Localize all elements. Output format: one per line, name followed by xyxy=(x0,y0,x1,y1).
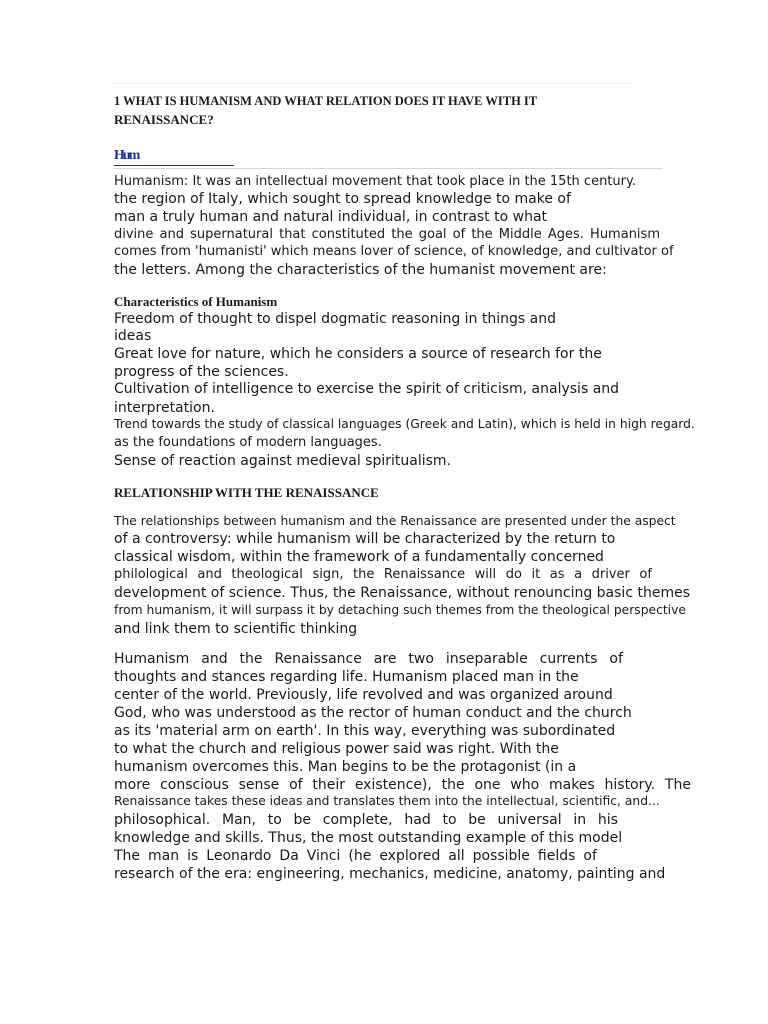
word: of xyxy=(609,651,623,667)
word: Da xyxy=(279,848,299,864)
word: to xyxy=(442,812,457,828)
word: be xyxy=(293,812,312,828)
word: philosophical. xyxy=(114,812,211,828)
word: the xyxy=(353,567,375,582)
word: currents xyxy=(539,651,598,667)
word: the xyxy=(441,777,465,793)
word: sign, xyxy=(312,567,344,582)
para3-line: to what the church and religious power said was right. With the xyxy=(114,741,559,757)
characteristics-line: as the foundations of modern languages. xyxy=(114,435,382,450)
characteristics-line: Freedom of thought to dispel dogmatic reasoning in things and xyxy=(114,311,556,327)
word: complete, xyxy=(322,812,393,828)
para3-line: humanism overcomes this. Man begins to be the protagonist (in a xyxy=(114,759,577,775)
word: Leonardo xyxy=(206,848,272,864)
para3-line xyxy=(114,778,691,792)
para3-line: knowledge and skills. Thus, the most outstanding example of this model xyxy=(114,830,623,846)
word: theological xyxy=(231,567,303,582)
word: the xyxy=(471,227,493,242)
word: Ages. xyxy=(547,227,584,242)
characteristics-line: Cultivation of intelligence to exercise the spirit of criticism, analysis and xyxy=(114,381,620,397)
word: (he xyxy=(348,848,372,864)
characteristics-line: interpretation. xyxy=(114,400,215,416)
word: of xyxy=(452,227,466,242)
word: fields xyxy=(537,848,576,864)
characteristics-line: Great love for nature, which he considers a source of research for the xyxy=(114,346,602,362)
word: and xyxy=(159,227,184,242)
para3-line: God, who was understood as the rector of human conduct and the church xyxy=(114,705,632,721)
word: in xyxy=(573,812,587,828)
para3-line xyxy=(114,849,597,863)
word: his xyxy=(597,812,618,828)
word: a xyxy=(411,549,421,565)
section-heading-line-2: RENAISSANCE? xyxy=(114,112,214,127)
para1-line xyxy=(114,228,660,241)
word: one xyxy=(474,777,501,793)
word: is xyxy=(187,848,199,864)
word: a xyxy=(574,567,583,582)
para1-line: the letters. Among the characteristics of the humanist movement are: xyxy=(114,262,607,278)
word: of xyxy=(289,777,303,793)
para1-line: comes from 'humanisti' which means lover of science, of knowledge, and cultivator of xyxy=(114,244,674,259)
word: history. xyxy=(604,777,656,793)
para3-line xyxy=(114,813,618,827)
word: divine xyxy=(114,227,154,242)
word: their xyxy=(312,777,346,793)
word: Humanism xyxy=(114,651,190,667)
word: supernatural xyxy=(190,227,273,242)
link-underline xyxy=(114,165,234,166)
relationship-line: and link them to scientific thinking xyxy=(114,621,358,637)
word: sense xyxy=(238,777,280,793)
word: Middle xyxy=(498,227,542,242)
hum-link[interactable]: Hum xyxy=(114,148,139,163)
word: who xyxy=(510,777,540,793)
word: more xyxy=(114,777,151,793)
word: fundamentally xyxy=(424,549,527,565)
para3-line: center of the world. Previously, life revolved and was organized around xyxy=(114,687,613,703)
characteristics-heading: Characteristics of Humanism xyxy=(114,294,278,309)
relationship-line: The relationships between humanism and the Renaissance are presented under the aspect xyxy=(114,514,676,528)
word: driver xyxy=(591,567,630,582)
word: within xyxy=(239,549,283,565)
word: inseparable xyxy=(445,651,528,667)
word: Vinci xyxy=(306,848,341,864)
characteristics-line: Sense of reaction against medieval spiritualism. xyxy=(114,453,451,469)
word: to xyxy=(267,812,282,828)
word: as xyxy=(549,567,565,582)
para3-line: as its 'material arm on earth'. In this way, everything was subordinated xyxy=(114,723,616,739)
word: The xyxy=(114,848,141,864)
relationship-line: from humanism, it will surpass it by detaching such themes from the theological perspective xyxy=(114,603,686,617)
word: Humanism xyxy=(590,227,660,242)
para1-line: man a truly human and natural individual, in contrast to what xyxy=(114,209,548,225)
word: the xyxy=(239,651,263,667)
word: concerned xyxy=(530,549,604,565)
para3-line: thoughts and stances regarding life. Humanism placed man in the xyxy=(114,669,579,685)
word: philological xyxy=(114,567,188,582)
top-rule xyxy=(114,83,634,84)
section-divider xyxy=(114,168,662,169)
word: will xyxy=(474,567,497,582)
relationship-line: development of science. Thus, the Renaissance, without renouncing basic themes xyxy=(114,585,690,601)
word: wisdom, xyxy=(177,549,236,565)
word: that xyxy=(279,227,306,242)
word: be xyxy=(468,812,486,828)
relationship-line xyxy=(114,550,604,564)
word: Man, xyxy=(221,812,256,828)
word: the xyxy=(286,549,310,565)
para3-line: research of the era: engineering, mechanics, medicine, anatomy, painting and xyxy=(114,866,666,882)
word: had xyxy=(404,812,431,828)
word: explored xyxy=(379,848,441,864)
characteristics-line: Trend towards the study of classical languages (Greek and Latin), which is held in high regard. xyxy=(114,417,695,431)
word: all xyxy=(448,848,465,864)
word: and xyxy=(201,651,228,667)
section-heading-line-1: 1 WHAT IS HUMANISM AND WHAT RELATION DOES IT HAVE WITH IT xyxy=(114,94,538,108)
word: framework xyxy=(314,549,390,565)
word: are xyxy=(373,651,397,667)
word: of xyxy=(393,549,408,565)
relationship-heading: RELATIONSHIP WITH THE RENAISSANCE xyxy=(114,485,379,500)
word: do xyxy=(505,567,522,582)
characteristics-line: progress of the sciences. xyxy=(114,364,289,380)
word: the xyxy=(391,227,413,242)
word: goal xyxy=(418,227,447,242)
word: of xyxy=(639,567,652,582)
relationship-line: of a controversy: while humanism will be characterized by the return to xyxy=(114,531,616,547)
word: of xyxy=(583,848,597,864)
word: universal xyxy=(497,812,562,828)
para3-line: Renaissance takes these ideas and translates them into the intellectual, scientific, and... xyxy=(114,794,660,808)
word: possible xyxy=(472,848,530,864)
relationship-line xyxy=(114,568,652,581)
word: Renaissance xyxy=(274,651,362,667)
word: constituted xyxy=(311,227,386,242)
word: The xyxy=(664,777,691,793)
word: and xyxy=(197,567,222,582)
characteristics-line: ideas xyxy=(114,328,152,344)
para1-line: the region of Italy, which sought to spread knowledge to make of xyxy=(114,191,571,207)
word: existence), xyxy=(354,777,432,793)
word: conscious xyxy=(160,777,229,793)
para1-line: Humanism: It was an intellectual movement that took place in the 15th century. xyxy=(114,174,636,189)
word: classical xyxy=(114,549,173,565)
word: man xyxy=(148,848,180,864)
para3-line xyxy=(114,652,623,666)
word: it xyxy=(531,567,541,582)
word: two xyxy=(408,651,434,667)
word: makes xyxy=(548,777,595,793)
word: Renaissance xyxy=(383,567,466,582)
